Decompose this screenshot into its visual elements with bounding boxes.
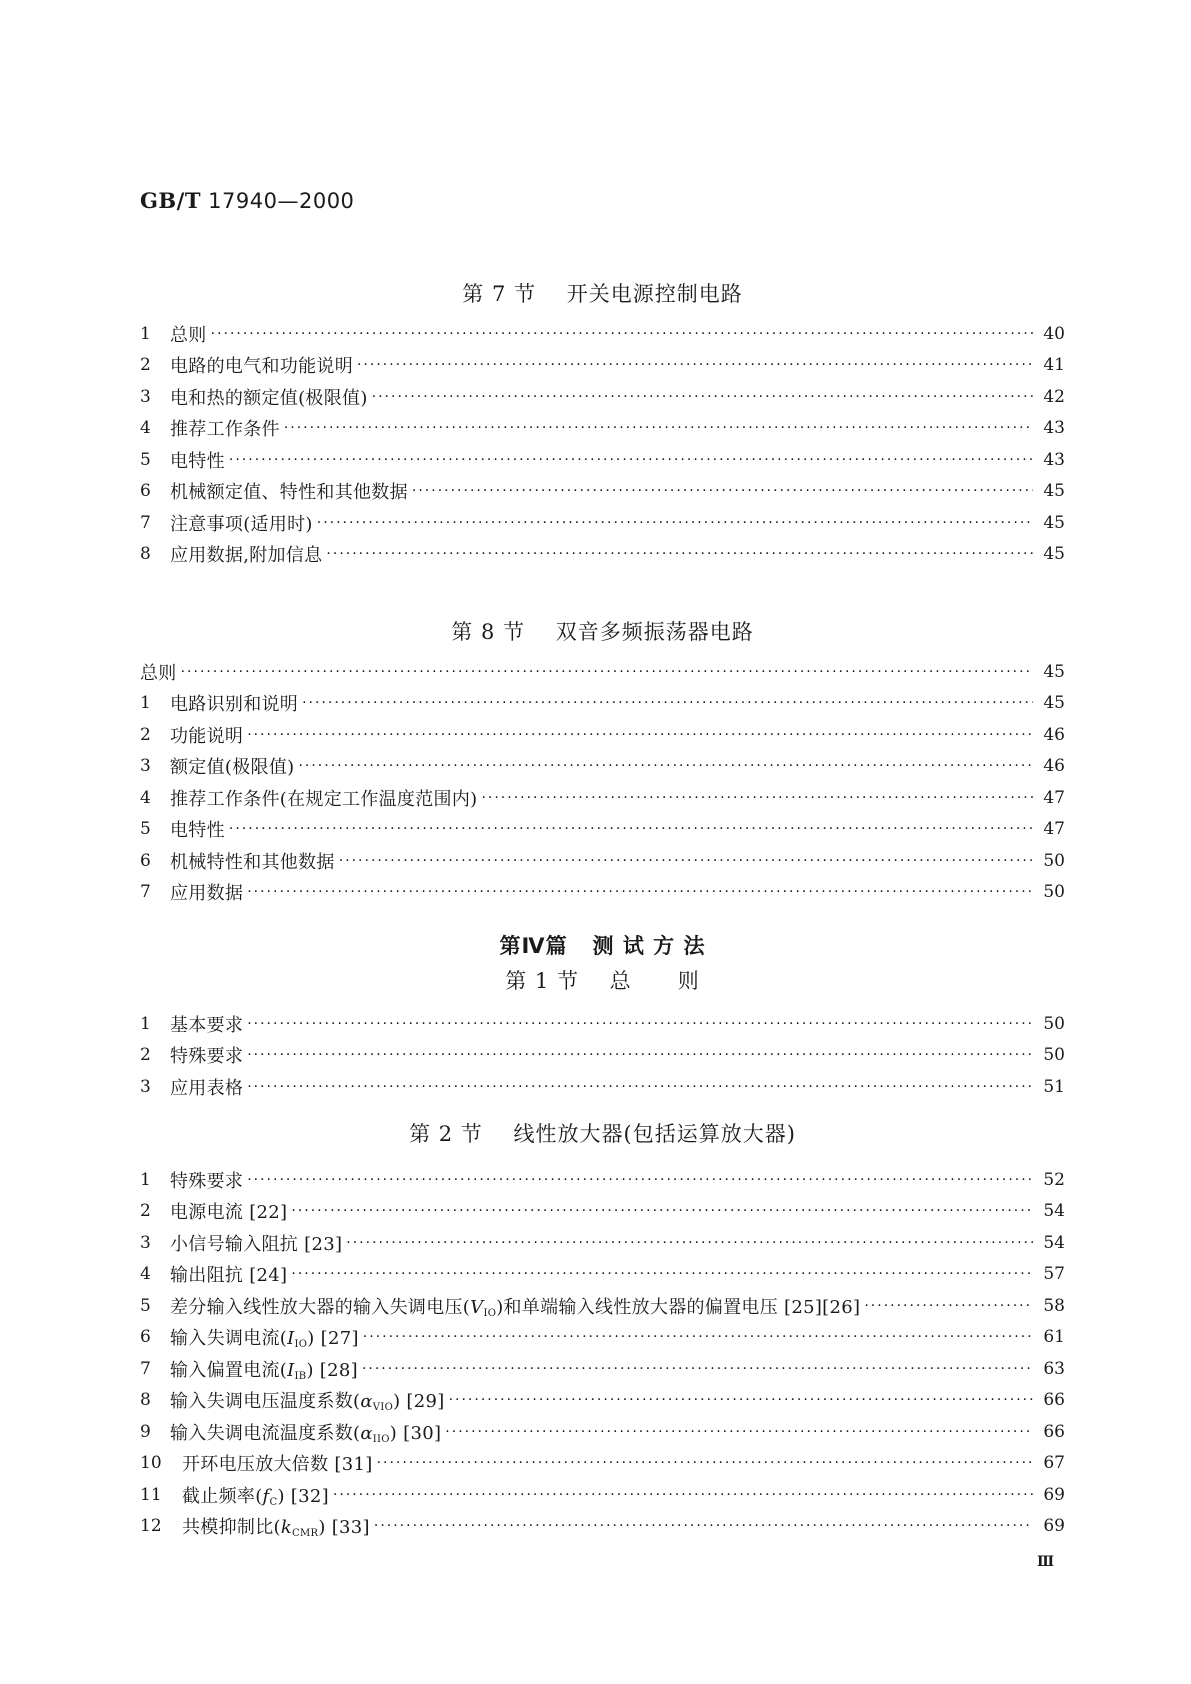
entry-number: 12: [140, 1516, 162, 1537]
entry-page: 69: [1043, 1484, 1065, 1505]
entry-title: 输入失调电流$(I_{IO})$ [27]: [170, 1328, 359, 1351]
toc-entry[interactable]: [140, 1040, 1065, 1072]
entry-title: 差分输入线性放大器的输入失调电压$(V_{IO})$和单端输入线性放大器的偏置电压 [25][26]: [170, 1296, 861, 1319]
dot-leader: [346, 1235, 1033, 1251]
toc-entry[interactable]: [140, 719, 1065, 751]
entry-number: 5: [140, 819, 151, 840]
entry-page: 45: [1043, 512, 1065, 533]
dot-leader: [284, 420, 1033, 436]
entry-page: 50: [1043, 1045, 1065, 1066]
toc-entry[interactable]: [140, 1385, 1065, 1417]
toc-entry[interactable]: [140, 656, 1065, 688]
page-folio: Ⅲ: [1037, 1554, 1054, 1570]
symbol: I: [287, 1359, 295, 1381]
dot-leader: [339, 853, 1033, 869]
entry-number: 6: [140, 1327, 151, 1348]
subscript: IB: [294, 1370, 307, 1382]
section-7-toc: [140, 318, 1065, 570]
entry-number: 7: [140, 1358, 151, 1379]
entry-title: 功能说明: [170, 725, 244, 747]
entry-page: 45: [1043, 661, 1065, 682]
dot-leader: [357, 357, 1033, 373]
toc-entry[interactable]: [140, 539, 1065, 571]
entry-title: 输入失调电流温度系数$(\alpha_{IIO})$ [30]: [170, 1422, 442, 1445]
subscript: VIO: [372, 1402, 394, 1414]
dot-leader: [412, 483, 1033, 499]
dot-leader: [229, 452, 1033, 468]
entry-page: 69: [1043, 1516, 1065, 1537]
toc-entry[interactable]: [140, 413, 1065, 445]
entry-page: 54: [1043, 1201, 1065, 1222]
subscript: IO: [294, 1339, 308, 1351]
dot-leader: [181, 664, 1033, 680]
entry-title: 总则: [170, 324, 207, 346]
entry-number: 11: [140, 1484, 162, 1505]
entry-page: 47: [1043, 787, 1065, 808]
toc-entry[interactable]: [140, 476, 1065, 508]
section-1-heading: 第 1 节 总 则: [505, 969, 700, 993]
entry-title: 输出阻抗 [24]: [170, 1265, 288, 1287]
dot-leader: [372, 389, 1033, 405]
dot-leader: [298, 758, 1033, 774]
entry-number: 5: [140, 449, 151, 470]
dot-leader: [333, 1487, 1033, 1503]
dot-leader: [291, 1266, 1033, 1282]
standard-number: 17940—2000: [208, 189, 355, 213]
entry-title: 电路的电气和功能说明: [170, 356, 353, 378]
subscript: C: [269, 1496, 278, 1508]
entry-page: 61: [1043, 1327, 1065, 1348]
dot-leader: [481, 790, 1033, 806]
entry-number: 1: [140, 1169, 151, 1190]
toc-entry[interactable]: [140, 782, 1065, 814]
entry-number: 5: [140, 1295, 151, 1316]
entry-number: 1: [140, 693, 151, 714]
dot-leader: [326, 546, 1033, 562]
entry-page: 66: [1043, 1390, 1065, 1411]
entry-title: 额定值(极限值): [170, 757, 295, 779]
symbol: I: [287, 1328, 295, 1350]
entry-title: 电源电流 [22]: [170, 1202, 288, 1224]
entry-title: 注意事项(适用时): [170, 513, 313, 535]
entry-number: 3: [140, 756, 151, 777]
entry-page: 57: [1043, 1264, 1065, 1285]
subscript: CMR: [292, 1528, 319, 1540]
entry-number: 7: [140, 512, 151, 533]
toc-entry[interactable]: [140, 1227, 1065, 1259]
toc-entry[interactable]: [140, 1322, 1065, 1354]
toc-entry[interactable]: [140, 814, 1065, 846]
entry-page: 52: [1043, 1169, 1065, 1190]
symbol: α: [360, 1391, 373, 1413]
entry-page: 54: [1043, 1232, 1065, 1253]
standard-prefix: GB/T: [140, 188, 201, 213]
entry-number: 2: [140, 1045, 151, 1066]
subscript: IO: [483, 1307, 497, 1319]
section-8-heading: 第 8 节 双音多频振荡器电路: [451, 620, 754, 644]
symbol: V: [470, 1296, 484, 1318]
dot-leader: [247, 1016, 1033, 1032]
entry-page: 42: [1043, 386, 1065, 407]
entry-title: 总则: [140, 662, 177, 684]
entry-page: 50: [1043, 1013, 1065, 1034]
entry-number: 2: [140, 724, 151, 745]
dot-leader: [247, 727, 1033, 743]
toc-entry[interactable]: [140, 1353, 1065, 1385]
entry-page: 63: [1043, 1358, 1065, 1379]
section-8-toc: [140, 656, 1065, 908]
standard-code: [140, 188, 354, 213]
entry-page: 41: [1043, 355, 1065, 376]
entry-number: 1: [140, 323, 151, 344]
entry-number: 8: [140, 1390, 151, 1411]
entry-page: 67: [1043, 1453, 1065, 1474]
entry-number: 10: [140, 1453, 162, 1474]
entry-number: 6: [140, 850, 151, 871]
entry-page: 46: [1043, 724, 1065, 745]
section-2-heading: 第 2 节 线性放大器(包括运算放大器): [409, 1122, 796, 1146]
entry-number: 4: [140, 418, 151, 439]
entry-title: 小信号输入阻抗 [23]: [170, 1233, 343, 1255]
symbol: α: [360, 1422, 373, 1444]
part-4-heading: 第Ⅳ篇 测 试 方 法: [499, 934, 706, 958]
entry-title: 电特性: [170, 450, 225, 472]
dot-leader: [363, 1329, 1033, 1345]
symbol: k: [280, 1517, 293, 1539]
entry-number: 7: [140, 882, 151, 903]
entry-number: 9: [140, 1421, 151, 1442]
toc-entry[interactable]: [140, 1290, 1065, 1322]
dot-leader: [449, 1392, 1033, 1408]
section-7-heading: 第 7 节 开关电源控制电路: [462, 282, 743, 306]
toc-entry[interactable]: [140, 877, 1065, 909]
dot-leader: [291, 1203, 1033, 1219]
entry-page: 43: [1043, 449, 1065, 470]
section-2-toc: [140, 1164, 1065, 1542]
entry-page: 43: [1043, 418, 1065, 439]
entry-number: 3: [140, 1076, 151, 1097]
entry-page: 46: [1043, 756, 1065, 777]
toc-entry[interactable]: [140, 318, 1065, 350]
entry-page: 50: [1043, 882, 1065, 903]
entry-title: 特殊要求: [170, 1046, 244, 1068]
entry-title: 基本要求: [170, 1014, 244, 1036]
toc-entry[interactable]: [140, 1008, 1065, 1040]
dot-leader: [445, 1424, 1033, 1440]
toc-entry[interactable]: [140, 688, 1065, 720]
entry-number: 6: [140, 481, 151, 502]
dot-leader: [247, 1079, 1033, 1095]
entry-number: 8: [140, 544, 151, 565]
entry-title: 输入失调电压温度系数$(\alpha_{VIO})$ [29]: [170, 1391, 445, 1414]
section-1-toc: [140, 1008, 1065, 1103]
entry-number: 3: [140, 1232, 151, 1253]
entry-title: 电路识别和说明: [170, 694, 299, 716]
entry-number: 4: [140, 787, 151, 808]
entry-number: 3: [140, 386, 151, 407]
toc-entry[interactable]: [140, 350, 1065, 382]
dot-leader: [317, 515, 1033, 531]
entry-page: 51: [1043, 1076, 1065, 1097]
toc-entry[interactable]: [140, 1448, 1065, 1480]
entry-page: 40: [1043, 323, 1065, 344]
entry-title: 共模抑制比$(k_{CMR})$ [33]: [182, 1517, 370, 1540]
dot-leader: [229, 821, 1033, 837]
dot-leader: [864, 1298, 1033, 1314]
entry-title: 电特性: [170, 820, 225, 842]
toc-entry[interactable]: [140, 444, 1065, 476]
dot-leader: [362, 1361, 1033, 1377]
entry-number: 4: [140, 1264, 151, 1285]
toc-entry[interactable]: [140, 1164, 1065, 1196]
dot-leader: [247, 1047, 1033, 1063]
dot-leader: [247, 884, 1033, 900]
entry-title: 推荐工作条件(在规定工作温度范围内): [170, 788, 478, 810]
entry-page: 66: [1043, 1421, 1065, 1442]
dot-leader: [374, 1518, 1033, 1534]
entry-title: 特殊要求: [170, 1170, 244, 1192]
toc-entry[interactable]: [140, 1416, 1065, 1448]
entry-title: 应用数据,附加信息: [170, 545, 323, 567]
toc-entry[interactable]: [140, 507, 1065, 539]
entry-title: 电和热的额定值(极限值): [170, 387, 368, 409]
toc-entry[interactable]: [140, 1479, 1065, 1511]
dot-leader: [302, 695, 1033, 711]
entry-title: 应用表格: [170, 1077, 244, 1099]
entry-title: 输入偏置电流$(I_{IB})$ [28]: [170, 1359, 358, 1382]
entry-page: 47: [1043, 819, 1065, 840]
entry-number: 1: [140, 1013, 151, 1034]
entry-page: 45: [1043, 481, 1065, 502]
entry-page: 45: [1043, 544, 1065, 565]
entry-title: 机械额定值、特性和其他数据: [170, 482, 408, 504]
entry-number: 2: [140, 1201, 151, 1222]
entry-title: 应用数据: [170, 883, 244, 905]
entry-page: 58: [1043, 1295, 1065, 1316]
entry-title: 推荐工作条件: [170, 419, 280, 441]
toc-entry[interactable]: [140, 751, 1065, 783]
dot-leader: [377, 1455, 1033, 1471]
toc-entry[interactable]: [140, 381, 1065, 413]
toc-entry[interactable]: [140, 1511, 1065, 1543]
toc-entry[interactable]: [140, 1259, 1065, 1291]
entry-number: 2: [140, 355, 151, 376]
toc-entry[interactable]: [140, 845, 1065, 877]
entry-page: 50: [1043, 850, 1065, 871]
subscript: IIO: [372, 1433, 390, 1445]
toc-entry[interactable]: [140, 1196, 1065, 1228]
entry-page: 45: [1043, 693, 1065, 714]
dot-leader: [247, 1172, 1033, 1188]
dot-leader: [211, 326, 1033, 342]
entry-title: 开环电压放大倍数 [31]: [182, 1454, 373, 1476]
symbol: f: [262, 1485, 270, 1507]
toc-entry[interactable]: [140, 1071, 1065, 1103]
entry-title: 机械特性和其他数据: [170, 851, 335, 873]
entry-title: 截止频率$(f_C)$ [32]: [182, 1485, 329, 1508]
